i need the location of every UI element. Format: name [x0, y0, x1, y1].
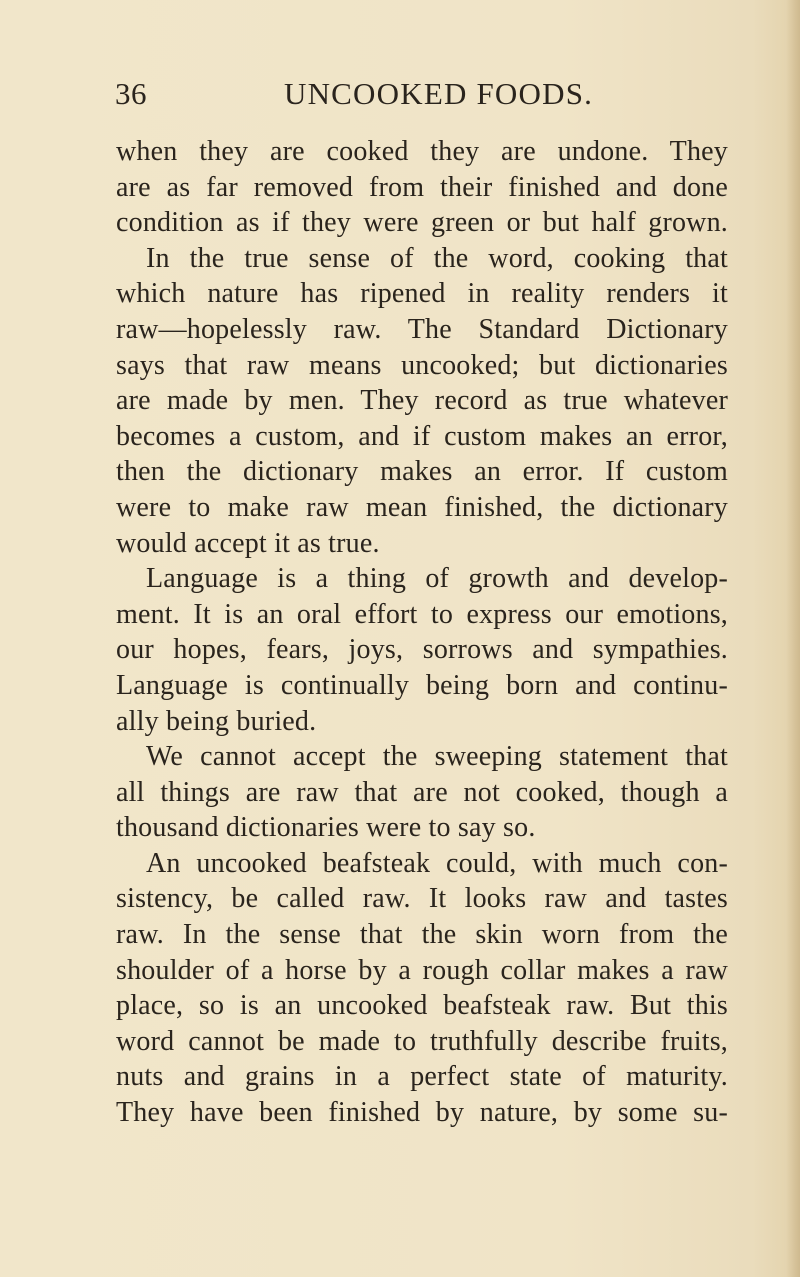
- text-line: [116, 454, 728, 490]
- text-line-content: sistency, be called raw. It looks raw and tastes: [116, 883, 728, 915]
- text-line: [116, 170, 728, 206]
- text-line: [116, 1024, 728, 1060]
- text-line: [116, 526, 728, 562]
- text-line-content: They have been finished by nature, by some su-: [116, 1097, 728, 1129]
- text-line-content: which nature has ripened in reality renders it: [116, 278, 728, 310]
- text-line-content: becomes a custom, and if custom makes an error,: [116, 420, 728, 452]
- text-line-content: thousand dictionaries were to say so.: [116, 812, 536, 844]
- text-line: [116, 419, 728, 455]
- text-line: [116, 205, 728, 241]
- text-line-content: ally being buried.: [116, 705, 317, 737]
- body-text: [116, 134, 728, 1131]
- text-line: [116, 953, 728, 989]
- text-line: [116, 383, 728, 419]
- text-line: [116, 739, 728, 775]
- text-line-content: our hopes, fears, joys, sorrows and sympathies.: [116, 634, 728, 666]
- text-line: [116, 917, 728, 953]
- text-line: [116, 775, 728, 811]
- text-line: [116, 810, 728, 846]
- text-line: [116, 348, 728, 384]
- text-line: [116, 988, 728, 1024]
- text-line: [116, 312, 728, 348]
- text-line: [116, 632, 728, 668]
- text-line-content: condition as if they were green or but half grown.: [116, 207, 728, 239]
- text-line-content: says that raw means uncooked; but dictionaries: [116, 349, 728, 381]
- text-line-content: shoulder of a horse by a rough collar makes a raw: [116, 954, 728, 986]
- text-line: [116, 881, 728, 917]
- text-line-content: Language is a thing of growth and develop-: [146, 563, 728, 595]
- text-line-content: word cannot be made to truthfully describe fruits,: [116, 1025, 728, 1057]
- text-line-content: raw—hopelessly raw. The Standard Dictionary: [116, 313, 728, 345]
- text-line: [116, 1095, 728, 1131]
- running-head: UNCOOKED FOODS.: [284, 76, 594, 111]
- page-number: 36: [115, 76, 147, 111]
- text-line-content: In the true sense of the word, cooking that: [146, 242, 728, 274]
- text-line-content: Language is continually being born and continu-: [116, 669, 728, 701]
- text-line: [116, 276, 728, 312]
- text-line-content: are as far removed from their finished and done: [116, 171, 728, 203]
- text-line-content: An uncooked beafsteak could, with much con-: [146, 847, 728, 879]
- text-line-content: then the dictionary makes an error. If custom: [116, 456, 728, 488]
- text-line: [116, 490, 728, 526]
- text-line-content: all things are raw that are not cooked, though a: [116, 776, 728, 808]
- text-line: [116, 241, 728, 277]
- text-line-content: ment. It is an oral effort to express our emotions,: [116, 598, 728, 630]
- text-line-content: when they are cooked they are undone. They: [116, 136, 728, 167]
- text-line: [116, 668, 728, 704]
- page-header: [0, 72, 800, 122]
- text-line-content: place, so is an uncooked beafsteak raw. But this: [116, 990, 728, 1022]
- text-line: [116, 704, 728, 740]
- text-line: [116, 846, 728, 882]
- text-line-content: are made by men. They record as true whatever: [116, 385, 728, 417]
- text-line: [116, 597, 728, 633]
- text-line-content: were to make raw mean finished, the dictionary: [116, 491, 728, 523]
- text-line-content: would accept it as true.: [116, 527, 380, 559]
- text-line: [116, 561, 728, 597]
- text-line: [116, 1059, 728, 1095]
- text-line-content: We cannot accept the sweeping statement that: [146, 741, 728, 773]
- text-line: [116, 134, 728, 170]
- text-line-content: raw. In the sense that the skin worn from the: [116, 919, 728, 951]
- page-edge-shadow: [786, 0, 800, 1277]
- text-line-content: nuts and grains in a perfect state of maturity.: [116, 1061, 728, 1093]
